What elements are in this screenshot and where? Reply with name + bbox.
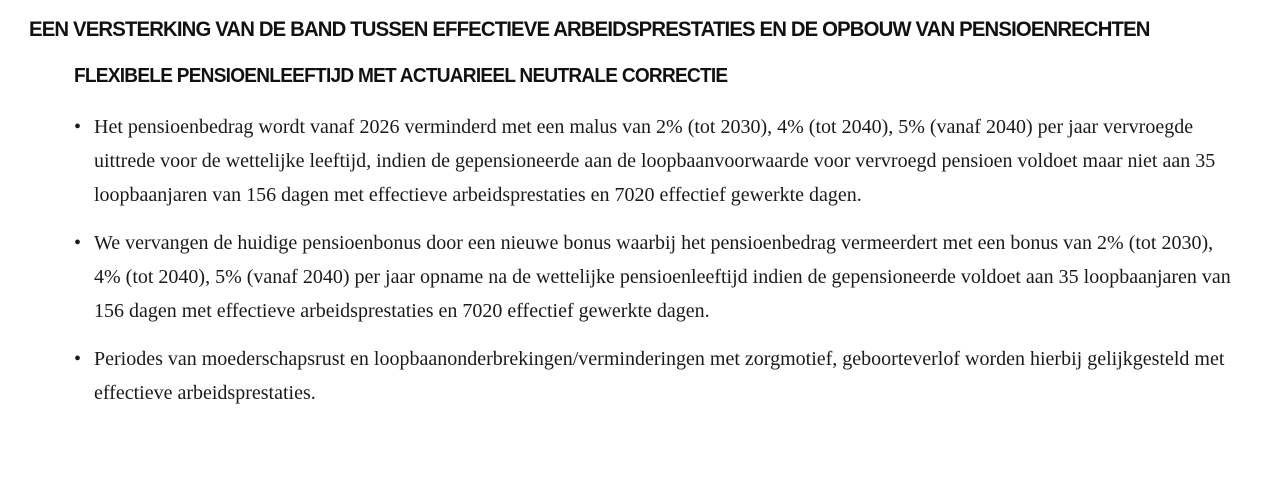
bullet-text: Het pensioenbedrag wordt vanaf 2026 verminderd met een malus van 2% (tot 2030), 4% (tot 2040), 5% (vanaf 2040) per jaar vervroegde uittrede voor de wettelijke leeftijd, indien de gepensioneerde aan de loopbaanvoorwaarde voor vervroegd pensioen voldoet maar niet aan 35 loopbaanjaren van 156 dagen met effectieve arbeidsprestaties en 7020 effectief gewerkte dagen. xyxy=(94,116,1216,206)
bullet-item-gelijkstelling xyxy=(74,342,1244,410)
document-heading: EEN VERSTERKING VAN DE BAND TUSSEN EFFECTIEVE ARBEIDSPRESTATIES EN DE OPBOUW VAN PENSIOENRECHTEN xyxy=(29,17,1150,41)
bullet-dot-icon: • xyxy=(74,232,82,254)
bullet-item-malus xyxy=(74,110,1244,212)
document-subheading: FLEXIBELE PENSIOENLEEFTIJD MET ACTUARIEEL NEUTRALE CORRECTIE xyxy=(74,64,728,87)
bullet-dot-icon: • xyxy=(74,348,82,370)
bullet-text: Periodes van moederschapsrust en loopbaanonderbrekingen/verminderingen met zorgmotief, geboorteverlof worden hierbij gelijkgesteld met effectieve arbeidsprestaties. xyxy=(94,348,1225,404)
bullet-list xyxy=(74,110,1244,424)
bullet-item-bonus xyxy=(74,226,1244,328)
bullet-text: We vervangen de huidige pensioenbonus door een nieuwe bonus waarbij het pensioenbedrag vermeerdert met een bonus van 2% (tot 2030), 4% (tot 2040), 5% (vanaf 2040) per jaar opname na de wettelijke pensioenleeftijd indien de gepensioneerde voldoet aan 35 loopbaanjaren van 156 dagen met effectieve arbeidsprestaties en 7020 effectief gewerkte dagen. xyxy=(94,232,1231,322)
bullet-dot-icon: • xyxy=(74,116,82,138)
